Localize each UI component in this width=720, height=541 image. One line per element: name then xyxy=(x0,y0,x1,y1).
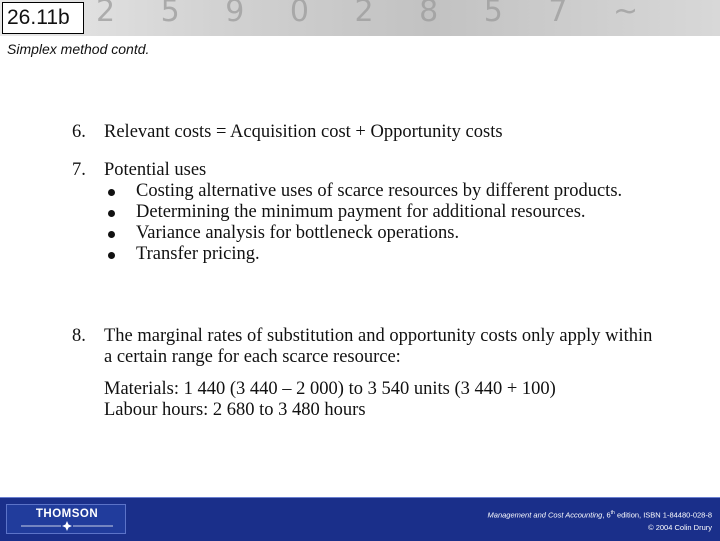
bullet-item xyxy=(104,244,664,265)
decorative-digits-background: 2 5 9 0 2 8 5 7 ~ xyxy=(96,0,657,29)
range-materials: Materials: 1 440 (3 440 – 2 000) to 3 540 units (3 440 + 100) xyxy=(104,379,556,399)
bullet-item xyxy=(104,181,664,202)
footer-band xyxy=(0,497,720,541)
bullet-icon xyxy=(108,252,115,259)
bullet-text: Transfer pricing. xyxy=(136,244,260,264)
logo-text: THOMSON xyxy=(35,508,99,520)
range-lines xyxy=(104,379,664,421)
bullet-item xyxy=(104,223,664,244)
item-text: Relevant costs = Acquisition cost + Opportunity costs xyxy=(104,122,503,142)
bullet-text: Costing alternative uses of scarce resources by different products. xyxy=(136,181,623,201)
item-number: 7. xyxy=(72,160,86,180)
slide-subtitle: Simplex method contd. xyxy=(7,41,150,57)
item-content xyxy=(104,326,664,421)
item-number: 6. xyxy=(72,122,86,142)
star-icon xyxy=(17,521,117,531)
item-content xyxy=(104,160,664,265)
citation-line-1: Management and Cost Accounting, 6th edition, ISBN 1-84480-028-8 xyxy=(487,510,712,520)
slide-number: 26.11b xyxy=(2,2,84,34)
bullet-icon xyxy=(108,189,115,196)
edition-suffix: th xyxy=(610,510,615,516)
range-labour-hours: Labour hours: 2 680 to 3 480 hours xyxy=(104,400,366,420)
edition-isbn: edition, ISBN 1-84480-028-8 xyxy=(616,510,712,520)
edition-number: 6 xyxy=(606,510,611,520)
copyright-text: © 2004 Colin Drury xyxy=(648,522,712,532)
item-text: The marginal rates of substitution and opportunity costs only apply within a certain range for each scarce resource: xyxy=(104,326,653,367)
footer-citation xyxy=(488,507,712,534)
item-number: 8. xyxy=(72,326,86,346)
bullet-text: Variance analysis for bottleneck operations. xyxy=(136,223,460,243)
bullet-text: Determining the minimum payment for additional resources. xyxy=(136,202,586,222)
thomson-logo xyxy=(6,504,126,534)
header-band xyxy=(0,0,720,36)
bullet-icon xyxy=(108,210,115,217)
book-title: Management and Cost Accounting xyxy=(487,510,603,520)
bullet-icon xyxy=(108,231,115,238)
bullet-item xyxy=(104,202,664,223)
item-text: Potential uses xyxy=(104,160,207,180)
